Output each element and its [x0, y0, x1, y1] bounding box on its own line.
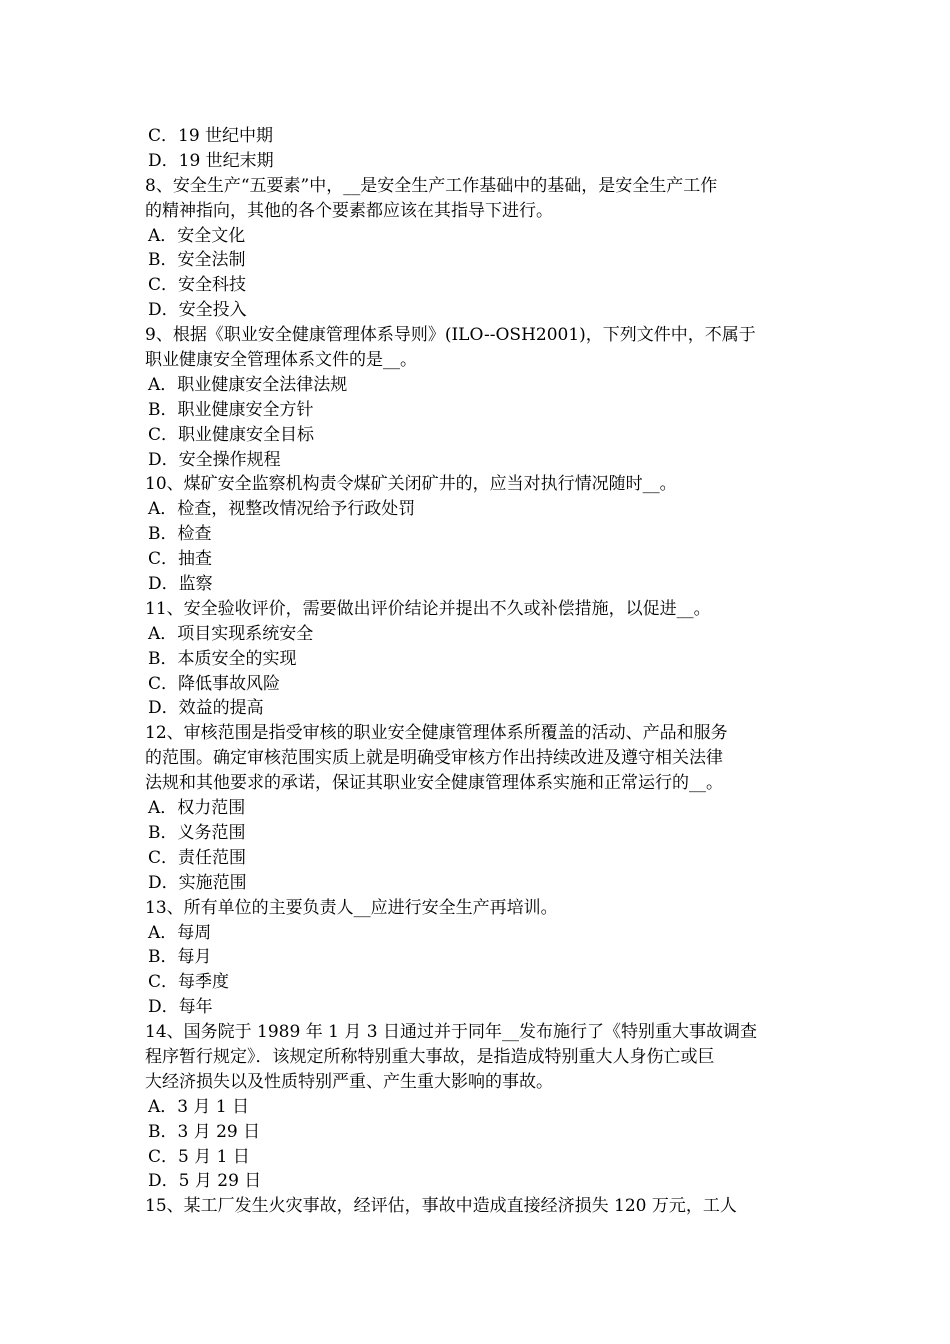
answer-option-line: B．本质安全的实现	[148, 648, 297, 669]
question-text-line: 11、安全验收评价，需要做出评价结论并提出不久或补偿措施，以促进__。	[145, 598, 711, 619]
answer-option-line: B．每月	[148, 947, 212, 968]
answer-option-line: A．安全文化	[148, 225, 246, 246]
document-page	[145, 124, 810, 1219]
answer-option-line: D．效益的提高	[148, 698, 264, 719]
answer-option-line: D．安全投入	[148, 300, 247, 321]
question-text-line: 15、某工厂发生火灾事故，经评估，事故中造成直接经济损失 120 万元，工人	[145, 1196, 737, 1217]
question-text-line: 12、审核范围是指受审核的职业安全健康管理体系所覆盖的活动、产品和服务	[145, 723, 728, 744]
question-text-line: 法规和其他要求的承诺，保证其职业安全健康管理体系实施和正常运行的__。	[145, 773, 723, 794]
question-text-line: 9、根据《职业安全健康管理体系导则》(ILO--OSH2001)，下列文件中，不属于	[145, 325, 756, 346]
answer-option-line: D．监察	[148, 574, 213, 595]
question-text-line: 8、安全生产“五要素”中，__是安全生产工作基础中的基础，是安全生产工作	[145, 175, 718, 196]
answer-option-line: A．项目实现系统安全	[148, 623, 314, 644]
answer-option-line: B．义务范围	[148, 822, 246, 843]
answer-option-line: B．检查	[148, 524, 212, 545]
answer-option-line: D．5 月 29 日	[148, 1171, 262, 1192]
answer-option-line: B．安全法制	[148, 250, 246, 271]
answer-option-line: C．安全科技	[148, 275, 247, 296]
answer-option-line: C．降低事故风险	[148, 673, 281, 694]
answer-option-line: C．19 世纪中期	[148, 126, 274, 146]
answer-option-line: A．权力范围	[148, 798, 246, 819]
question-text-line: 的范围。确定审核范围实质上就是明确受审核方作出持续改进及遵守相关法律	[145, 748, 723, 769]
answer-option-line: A．3 月 1 日	[148, 1096, 250, 1117]
answer-option-line: B．职业健康安全方针	[148, 399, 314, 420]
answer-option-line: A．检查，视整改情况给予行政处罚	[148, 499, 416, 520]
question-text-line: 的精神指向，其他的各个要素都应该在其指导下进行。	[145, 200, 553, 221]
answer-option-line: D．安全操作规程	[148, 449, 281, 470]
question-text-line: 大经济损失以及性质特别严重、产生重大影响的事故。	[145, 1071, 553, 1092]
answer-option-line: C．职业健康安全目标	[148, 424, 315, 445]
answer-option-line: C．每季度	[148, 972, 230, 993]
question-text-line: 职业健康安全管理体系文件的是__。	[145, 350, 417, 371]
question-text-line: 10、煤矿安全监察机构责令煤矿关闭矿井的，应当对执行情况随时__。	[145, 474, 677, 495]
answer-option-line: C．5 月 1 日	[148, 1146, 250, 1167]
question-text-line: 13、所有单位的主要负责人__应进行安全生产再培训。	[145, 897, 558, 918]
answer-option-line: C．责任范围	[148, 847, 247, 868]
answer-option-line: A．每周	[148, 922, 212, 943]
answer-option-line: B．3 月 29 日	[148, 1121, 261, 1142]
answer-option-line: D．19 世纪末期	[148, 150, 274, 171]
question-text-line: 程序暂行规定》．该规定所称特别重大事故，是指造成特别重大人身伤亡或巨	[145, 1046, 715, 1067]
answer-option-line: D．每年	[148, 997, 213, 1018]
answer-option-line: C．抽查	[148, 549, 213, 570]
answer-option-line: D．实施范围	[148, 872, 247, 893]
question-text-line: 14、国务院于 1989 年 1 月 3 日通过并于同年__发布施行了《特别重大事故调查	[145, 1022, 757, 1043]
answer-option-line: A．职业健康安全法律法规	[148, 374, 348, 395]
